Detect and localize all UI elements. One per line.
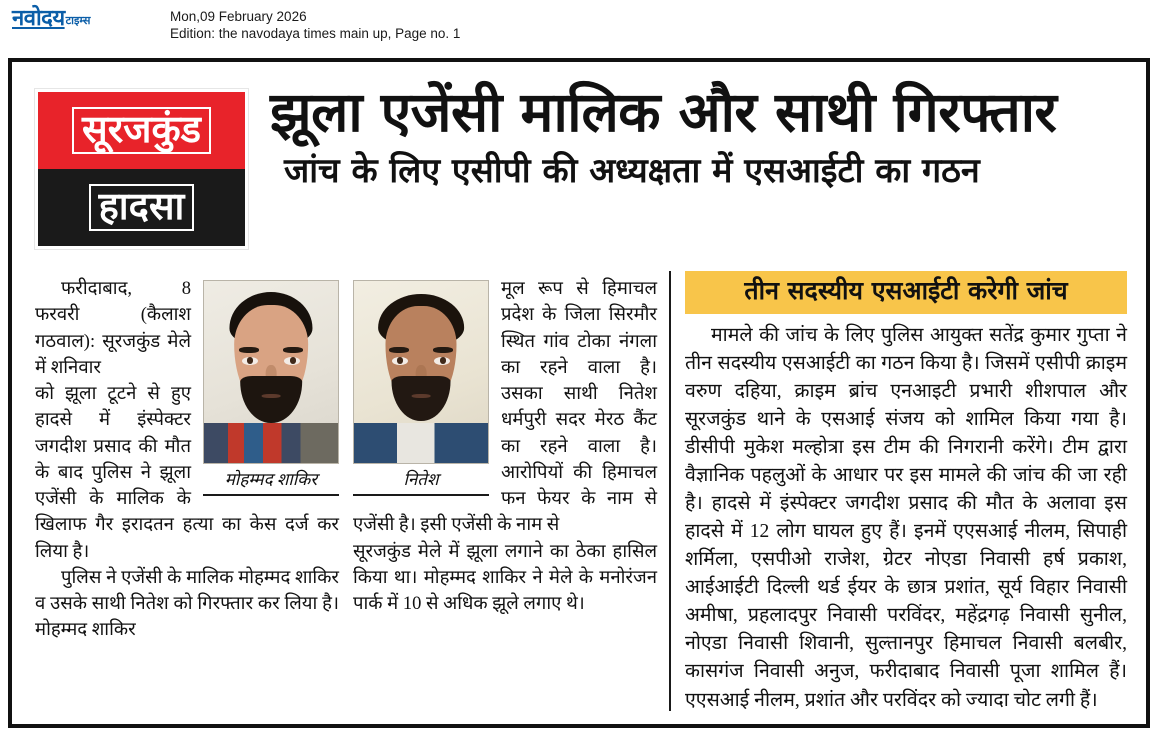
article-clipping	[8, 58, 1150, 728]
article-inner-frame	[16, 66, 1142, 720]
photo-caption-one: मोहम्मद शाकिर	[224, 470, 318, 489]
eye-left	[392, 357, 408, 365]
mugshot-photo-mohammad-shakir	[203, 280, 339, 464]
eyebrow-left	[389, 347, 409, 353]
middle-paragraph-one: मूल रूप से हिमाचल प्रदेश के जिला सिरमौर स्थित गांव टोका नंगला का रहने वाला है। उसका साथी नितेश धर्मपुरी सदर मेरठ कैंट का रहने वाला है। आरोपियों की हिमाचल फन फेयर के नाम से एजेंसी है। इसी एजेंसी के नाम से	[353, 279, 657, 536]
lead-paragraph: फरीदाबाद, 8 फरवरी (कैलाश गठवाल): सूरजकुंड मेले में शनिवार	[35, 279, 191, 378]
eye-right	[434, 357, 450, 365]
right-paragraph: मामले की जांच के लिए पुलिस आयुक्त सतेंद्र कुमार गुप्ता ने तीन सदस्यीय एसआईटी का गठन किया है। जिसमें एसीपी क्राइम वरुण दहिया, क्राइम ब्रांच एनआइटी प्रभारी शीशपाल और सूरजकुंड थाने के एसआई संजय को शामिल किया गया है। डीसीपी मुकेश मल्होत्रा इस टीम की निगरानी करेंगे। टीम द्वारा वैज्ञानिक पहलुओं के आधार पर इस मामले की जांच की जा रही है। हादसे में इंस्पेक्टर जगदीश प्रसाद की मौत के अलावा इस हादसे में 12 लोग घायल हुए हैं। इनमें एएसआई नीलम, सिपाही शर्मिला, एसपीओ राजेश, ग्रेटर नोएडा निवासी हर्ष प्रकाश, आईआईटी दिल्ली थर्ड ईयर के छात्र प्रशांत, सूर्य विहार निवासी अमीषा, प्रहलादपुर निवासी परविंदर, महेंद्रगढ़ निवासी सुनील, नोएडा निवासी शिवानी, सुल्तानपुर हिमाचल निवासी बलबीर, कासगंज निवासी अनुज, फरीदाबाद निवासी पूजा शामिल हैं। एएसआई नीलम, प्रशांत और परविंदर को ज्यादा चोट लगी हैं।	[685, 324, 1127, 711]
photo-block-one	[203, 280, 339, 502]
caption-rule-one	[203, 494, 339, 496]
mugshot-photo-nitesh	[353, 280, 489, 464]
article-header	[17, 67, 1141, 263]
publication-date: Mon,09 February 2026	[170, 9, 307, 24]
logo-sub-text: टाइम्स	[65, 14, 91, 27]
left-paragraph-one: को झूला टूटने से हुए हादसे में इंस्पेक्टर जगदीश प्रसाद की मौत के बाद पुलिस ने झूला एजेंसी के मालिक के खिलाफ गैर इरादतन हत्या का केस दर्ज कर लिया है।	[35, 384, 339, 562]
left-paragraph-two: पुलिस ने एजेंसी के मालिक मोहम्मद शाकिर व उसके साथी नितेश को गिरफ्तार कर लिया है। मोहम्मद शाकिर	[35, 567, 339, 641]
topic-badge	[35, 89, 248, 249]
eyebrow-right	[283, 347, 303, 353]
caption-rule-two	[353, 494, 489, 496]
logo-main-text: नवोदय	[12, 6, 65, 31]
edition-info	[144, 8, 460, 42]
photo-caption-two: नितेश	[403, 470, 439, 489]
column-two	[353, 276, 657, 644]
article-body	[17, 267, 1141, 719]
eye-right	[284, 357, 300, 365]
newspaper-logo	[8, 8, 144, 30]
middle-paragraph-two: सूरजकुंड मेले में झूला लगाने का ठेका हासिल किया था। मोहम्मद शाकिर ने मेले के मनोरंजन पार्क में 10 से अधिक झूले लगाए थे।	[353, 541, 657, 615]
topic-badge-top	[38, 92, 245, 169]
sub-headline: जांच के लिए एसीपी की अध्यक्षता में एसआईटी का गठन	[284, 151, 980, 192]
edition-and-page: Edition: the navodaya times main up, Page no. 1	[170, 26, 461, 41]
left-column-group	[17, 267, 669, 719]
topic-badge-top-label: सूरजकुंड	[72, 107, 211, 154]
clothing-shape	[354, 423, 488, 463]
main-headline: झूला एजेंसी मालिक और साथी गिरफ्तार	[270, 80, 1057, 144]
topic-badge-bottom-label: हादसा	[89, 184, 195, 231]
photo-block-two	[353, 280, 489, 502]
left-subcolumns	[35, 276, 657, 644]
eye-left	[242, 357, 258, 365]
eyebrow-right	[433, 347, 453, 353]
highlight-banner: तीन सदस्यीय एसआईटी करेगी जांच	[685, 271, 1127, 314]
masthead	[0, 0, 1158, 54]
eyebrow-left	[239, 347, 259, 353]
headline-group	[248, 67, 1141, 193]
right-column	[671, 267, 1141, 719]
column-one	[35, 276, 339, 644]
topic-badge-bottom	[38, 169, 245, 246]
clothing-shape	[204, 423, 338, 463]
